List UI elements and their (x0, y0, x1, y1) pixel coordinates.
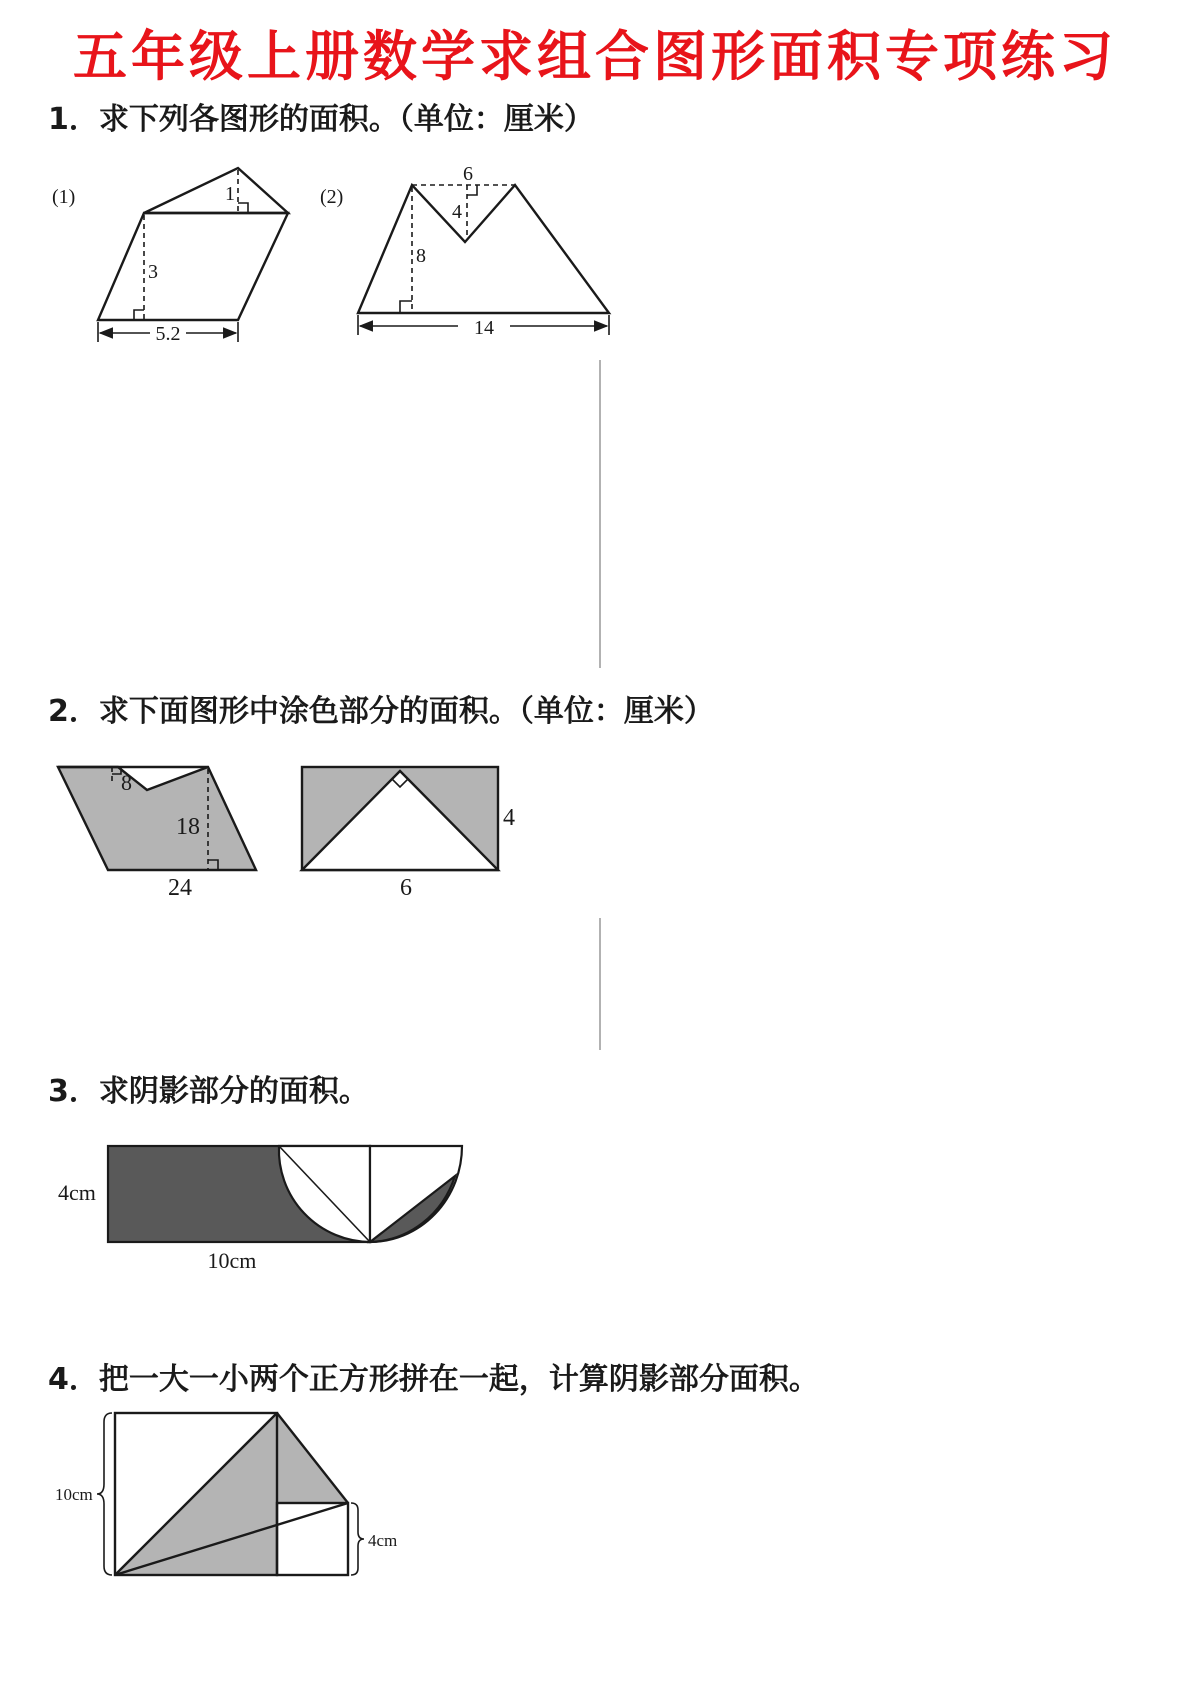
q1-fig2-tag: (2) (320, 186, 344, 208)
q1-fig2-shape (358, 185, 609, 313)
q1-fig1-tag: (1) (52, 186, 76, 208)
q1-fig1-label-height: 3 (148, 261, 158, 283)
q1-fig1-parallelogram (98, 213, 288, 320)
q1-fig2-label-base: 14 (474, 317, 494, 339)
q1-fig2-label-height: 8 (416, 245, 426, 267)
q1-fig1-label-base: 5.2 (155, 323, 181, 345)
q3-figure (58, 1146, 462, 1273)
q1-fig1-triangle (144, 168, 288, 213)
q2-figure-1 (58, 767, 256, 901)
q4-label-big-side: 10cm (55, 1485, 93, 1504)
q1-figure-2 (320, 163, 609, 339)
q2-fig1-shaded-region (58, 767, 256, 870)
q2-fig1-label-base: 24 (168, 875, 192, 901)
q3-label-length: 10cm (207, 1248, 257, 1273)
q4-shaded-region (115, 1413, 348, 1575)
question-1-text: 1．求下列各图形的面积。（单位：厘米） (48, 102, 594, 137)
q4-figure (55, 1413, 397, 1575)
q1-fig2-label-notch-depth: 4 (452, 201, 462, 223)
q2-fig1-label-height: 18 (176, 814, 200, 840)
q2-fig1-label-notch: 8 (121, 770, 132, 795)
question-4-text: 4．把一大一小两个正方形拼在一起，计算阴影部分面积。 (48, 1362, 819, 1397)
page-title: 五年级上册数学求组合图形面积专项练习 (73, 24, 1117, 88)
question-2-text: 2．求下面图形中涂色部分的面积。（单位：厘米） (48, 694, 714, 729)
q4-label-small-side: 4cm (368, 1531, 398, 1550)
q1-figure-1 (52, 168, 288, 345)
q1-fig2-label-notch-width: 6 (463, 163, 473, 185)
q1-fig1-label-top-height: 1 (225, 183, 235, 205)
q2-fig2-label-height: 4 (503, 805, 515, 831)
q2-fig2-label-width: 6 (400, 875, 412, 901)
q2-figure-2 (302, 767, 515, 901)
q3-label-height: 4cm (58, 1180, 96, 1205)
question-3-text: 3．求阴影部分的面积。 (48, 1074, 369, 1109)
